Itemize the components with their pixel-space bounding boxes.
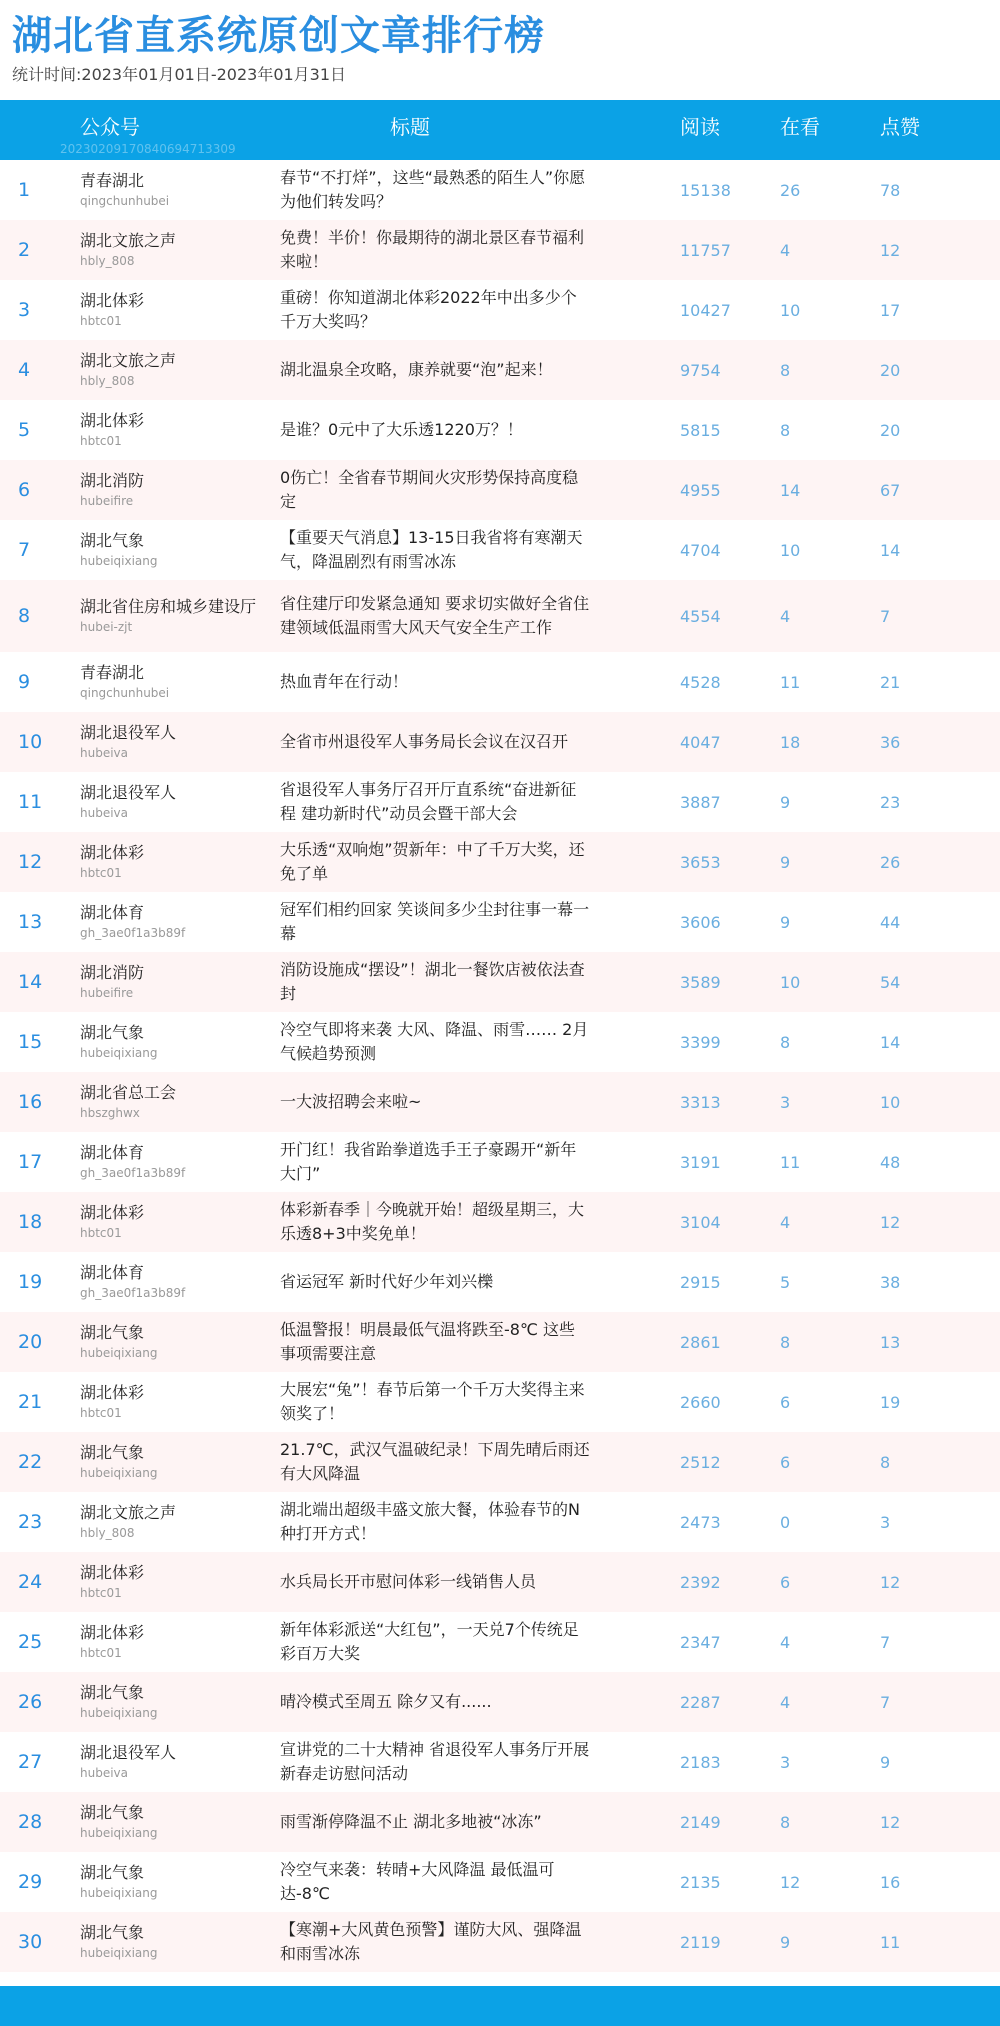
account-name: 湖北省住房和城乡建设厅 xyxy=(80,597,257,616)
account-name: 青春湖北 xyxy=(80,663,145,682)
like-count: 54 xyxy=(880,972,901,992)
account-cell xyxy=(80,1852,280,1912)
article-title: 省退役军人事务厅召开厅直系统“奋进新征程 建功新时代”动员会暨干部大会 xyxy=(280,780,577,823)
looking-count: 8 xyxy=(780,420,791,440)
like-count: 14 xyxy=(880,540,901,560)
rank-number: 27 xyxy=(18,1751,43,1773)
like-count: 38 xyxy=(880,1272,901,1292)
read-count: 2119 xyxy=(680,1932,721,1952)
ranking-table-body xyxy=(0,160,1000,1972)
account-id: hbly_808 xyxy=(80,1526,135,1540)
table-row xyxy=(0,340,1000,400)
table-row xyxy=(0,460,1000,520)
account-cell xyxy=(80,1612,280,1672)
account-name: 湖北体育 xyxy=(80,903,145,922)
article-title: 春节“不打烊”，这些“最熟悉的陌生人”你愿为他们转发吗？ xyxy=(280,168,586,211)
account-id: hbly_808 xyxy=(80,254,135,268)
account-cell xyxy=(80,1372,280,1432)
read-count: 2183 xyxy=(680,1752,721,1772)
account-cell xyxy=(80,1792,280,1852)
account-cell xyxy=(80,220,280,280)
rank-number: 5 xyxy=(18,419,31,441)
table-row xyxy=(0,580,1000,652)
page-header xyxy=(0,0,1000,100)
looking-count: 10 xyxy=(780,540,801,560)
looking-count: 6 xyxy=(780,1572,791,1592)
account-cell xyxy=(80,1132,280,1192)
account-id: hbtc01 xyxy=(80,434,122,448)
account-cell xyxy=(80,460,280,520)
rank-number: 13 xyxy=(18,911,43,933)
read-count: 4955 xyxy=(680,480,721,500)
account-id: hubei-zjt xyxy=(80,620,133,634)
like-count: 67 xyxy=(880,480,901,500)
like-count: 12 xyxy=(880,1212,901,1232)
footer-bar xyxy=(0,1986,1000,2026)
looking-count: 12 xyxy=(780,1872,801,1892)
looking-count: 4 xyxy=(780,1692,791,1712)
read-count: 9754 xyxy=(680,360,721,380)
account-cell xyxy=(80,400,280,460)
table-row xyxy=(0,280,1000,340)
rank-number: 29 xyxy=(18,1871,43,1893)
rank-number: 22 xyxy=(18,1451,43,1473)
table-row xyxy=(0,1192,1000,1252)
read-count: 4554 xyxy=(680,606,721,626)
like-count: 16 xyxy=(880,1872,901,1892)
account-name: 湖北文旅之声 xyxy=(80,1503,177,1522)
read-count: 2915 xyxy=(680,1272,721,1292)
article-title: 大乐透“双响炮”贺新年：中了千万大奖，还免了单 xyxy=(280,840,585,883)
rank-number: 28 xyxy=(18,1811,43,1833)
table-row xyxy=(0,1432,1000,1492)
account-cell xyxy=(80,892,280,952)
read-count: 2287 xyxy=(680,1692,721,1712)
table-row xyxy=(0,1492,1000,1552)
account-name: 湖北消防 xyxy=(80,963,145,982)
read-count: 2473 xyxy=(680,1512,721,1532)
article-title: 冷空气即将来袭 大风、降温、雨雪…… 2月气候趋势预测 xyxy=(280,1020,589,1063)
account-id: hubeiva xyxy=(80,806,128,820)
account-id: hubeiqixiang xyxy=(80,1886,158,1900)
like-count: 14 xyxy=(880,1032,901,1052)
account-cell xyxy=(80,1912,280,1972)
table-row xyxy=(0,832,1000,892)
account-name: 湖北体彩 xyxy=(80,411,145,430)
article-title: 体彩新春季｜今晚就开始！超级星期三，大乐透8+3中奖免单！ xyxy=(280,1200,585,1243)
looking-count: 8 xyxy=(780,360,791,380)
account-name: 湖北文旅之声 xyxy=(80,231,177,250)
account-cell xyxy=(80,952,280,1012)
read-count: 2135 xyxy=(680,1872,721,1892)
rank-number: 19 xyxy=(18,1271,43,1293)
like-count: 44 xyxy=(880,912,901,932)
looking-count: 10 xyxy=(780,300,801,320)
account-id: hubeiqixiang xyxy=(80,1706,158,1720)
table-row xyxy=(0,1792,1000,1852)
account-name: 湖北气象 xyxy=(80,1443,145,1462)
stat-period: 统计时间:2023年01月01日-2023年01月31日 xyxy=(12,65,347,84)
account-name: 湖北体育 xyxy=(80,1143,145,1162)
read-count: 3191 xyxy=(680,1152,721,1172)
table-row xyxy=(0,220,1000,280)
article-title: 冷空气来袭：转晴+大风降温 最低温可达-8℃ xyxy=(280,1860,555,1903)
like-count: 12 xyxy=(880,240,901,260)
rank-number: 12 xyxy=(18,851,43,873)
rank-number: 8 xyxy=(18,605,31,627)
article-title: 晴冷模式至周五 除夕又有...... xyxy=(280,1692,492,1711)
read-count: 3887 xyxy=(680,792,721,812)
account-cell xyxy=(80,580,280,652)
read-count: 2512 xyxy=(680,1452,721,1472)
table-row xyxy=(0,1852,1000,1912)
like-count: 21 xyxy=(880,672,901,692)
account-name: 湖北文旅之声 xyxy=(80,351,177,370)
like-count: 78 xyxy=(880,180,901,200)
read-count: 15138 xyxy=(680,180,731,200)
read-count: 10427 xyxy=(680,300,731,320)
rank-number: 14 xyxy=(18,971,43,993)
table-row xyxy=(0,1672,1000,1732)
rank-number: 30 xyxy=(18,1931,43,1953)
table-row xyxy=(0,772,1000,832)
like-count: 7 xyxy=(880,1632,891,1652)
rank-number: 20 xyxy=(18,1331,43,1353)
account-cell xyxy=(80,1072,280,1132)
table-row xyxy=(0,1252,1000,1312)
rank-number: 25 xyxy=(18,1631,43,1653)
looking-count: 11 xyxy=(780,1152,801,1172)
page-title: 湖北省直系统原创文章排行榜 xyxy=(12,13,545,59)
read-count: 4704 xyxy=(680,540,721,560)
like-count: 20 xyxy=(880,420,901,440)
table-row xyxy=(0,712,1000,772)
article-title: 【寒潮+大风黄色预警】谨防大风、强降温和雨雪冰冻 xyxy=(280,1920,582,1963)
looking-count: 10 xyxy=(780,972,801,992)
read-count: 3653 xyxy=(680,852,721,872)
account-id: hubeifire xyxy=(80,494,134,508)
looking-count: 9 xyxy=(780,1932,791,1952)
like-count: 26 xyxy=(880,852,901,872)
article-title: 雨雪渐停降温不止 湖北多地被“冰冻” xyxy=(280,1812,542,1831)
like-count: 11 xyxy=(880,1932,901,1952)
rank-number: 3 xyxy=(18,299,31,321)
account-id: hubeiqixiang xyxy=(80,1946,158,1960)
rank-number: 23 xyxy=(18,1511,43,1533)
article-title: 湖北温泉全攻略，康养就要“泡”起来！ xyxy=(280,360,553,379)
rank-number: 16 xyxy=(18,1091,43,1113)
account-cell xyxy=(80,1552,280,1612)
article-title: 21.7℃，武汉气温破纪录！下周先晴后雨还有大风降温 xyxy=(280,1440,590,1483)
account-name: 湖北退役军人 xyxy=(80,783,177,802)
table-row xyxy=(0,1552,1000,1612)
account-name: 湖北气象 xyxy=(80,1323,145,1342)
like-count: 7 xyxy=(880,1692,891,1712)
account-name: 湖北气象 xyxy=(80,531,145,550)
account-id: hbtc01 xyxy=(80,1406,122,1420)
account-id: gh_3ae0f1a3b89f xyxy=(80,1286,186,1300)
like-count: 48 xyxy=(880,1152,901,1172)
account-cell xyxy=(80,1252,280,1312)
column-header-read: 阅读 xyxy=(680,115,720,139)
read-count: 4047 xyxy=(680,732,721,752)
table-row xyxy=(0,1732,1000,1792)
account-cell xyxy=(80,1672,280,1732)
table-row xyxy=(0,1132,1000,1192)
looking-count: 4 xyxy=(780,1212,791,1232)
table-row xyxy=(0,952,1000,1012)
looking-count: 9 xyxy=(780,912,791,932)
account-cell xyxy=(80,1012,280,1072)
read-count: 3399 xyxy=(680,1032,721,1052)
table-row xyxy=(0,1012,1000,1072)
looking-count: 3 xyxy=(780,1752,791,1772)
rank-number: 26 xyxy=(18,1691,43,1713)
like-count: 13 xyxy=(880,1332,901,1352)
like-count: 8 xyxy=(880,1452,891,1472)
article-title: 低温警报！明晨最低气温将跌至-8℃ 这些事项需要注意 xyxy=(280,1320,576,1363)
account-cell xyxy=(80,160,280,220)
read-count: 11757 xyxy=(680,240,731,260)
read-count: 3104 xyxy=(680,1212,721,1232)
rank-number: 7 xyxy=(18,539,31,561)
table-row xyxy=(0,400,1000,460)
looking-count: 3 xyxy=(780,1092,791,1112)
account-name: 湖北体彩 xyxy=(80,1203,145,1222)
account-cell xyxy=(80,340,280,400)
looking-count: 4 xyxy=(780,240,791,260)
rank-number: 10 xyxy=(18,731,43,753)
table-row xyxy=(0,1612,1000,1672)
account-id: hbtc01 xyxy=(80,1226,122,1240)
account-cell xyxy=(80,1312,280,1372)
rank-number: 21 xyxy=(18,1391,43,1413)
like-count: 20 xyxy=(880,360,901,380)
looking-count: 0 xyxy=(780,1512,791,1532)
read-count: 2149 xyxy=(680,1812,721,1832)
account-cell xyxy=(80,652,280,712)
rank-number: 6 xyxy=(18,479,31,501)
read-count: 5815 xyxy=(680,420,721,440)
account-id: hubeiqixiang xyxy=(80,1346,158,1360)
account-name: 湖北体彩 xyxy=(80,1623,145,1642)
table-row xyxy=(0,652,1000,712)
like-count: 3 xyxy=(880,1512,891,1532)
account-name: 青春湖北 xyxy=(80,171,145,190)
read-count: 2660 xyxy=(680,1392,721,1412)
looking-count: 6 xyxy=(780,1392,791,1412)
article-title: 是谁？0元中了大乐透1220万？！ xyxy=(280,420,523,439)
read-count: 4528 xyxy=(680,672,721,692)
read-count: 2392 xyxy=(680,1572,721,1592)
article-title: 宣讲党的二十大精神 省退役军人事务厅开展新春走访慰问活动 xyxy=(280,1740,590,1783)
like-count: 12 xyxy=(880,1572,901,1592)
article-title: 大展宏“兔”！春节后第一个千万大奖得主来领奖了！ xyxy=(280,1380,585,1423)
read-count: 3606 xyxy=(680,912,721,932)
article-title: 水兵局长开市慰问体彩一线销售人员 xyxy=(280,1572,537,1591)
like-count: 10 xyxy=(880,1092,901,1112)
table-row xyxy=(0,520,1000,580)
account-name: 湖北退役军人 xyxy=(80,723,177,742)
account-id: hubeiqixiang xyxy=(80,1046,158,1060)
like-count: 12 xyxy=(880,1812,901,1832)
account-id: hubeiva xyxy=(80,1766,128,1780)
read-count: 2861 xyxy=(680,1332,721,1352)
looking-count: 11 xyxy=(780,672,801,692)
rank-number: 15 xyxy=(18,1031,43,1053)
account-cell xyxy=(80,832,280,892)
looking-count: 9 xyxy=(780,852,791,872)
account-name: 湖北体彩 xyxy=(80,843,145,862)
account-id: qingchunhubei xyxy=(80,686,170,700)
account-id: hubeiva xyxy=(80,746,128,760)
article-title: 开门红！我省跆拳道选手王子豪踢开“新年大门” xyxy=(280,1140,577,1183)
account-name: 湖北气象 xyxy=(80,1683,145,1702)
article-title: 全省市州退役军人事务局长会议在汉召开 xyxy=(280,732,569,751)
article-title: 省运冠军 新时代好少年刘兴櫟 xyxy=(280,1272,494,1291)
rank-number: 18 xyxy=(18,1211,43,1233)
account-name: 湖北气象 xyxy=(80,1803,145,1822)
account-id: hubeiqixiang xyxy=(80,1466,158,1480)
account-name: 湖北体彩 xyxy=(80,1563,145,1582)
like-count: 9 xyxy=(880,1752,891,1772)
rank-number: 11 xyxy=(18,791,43,813)
like-count: 23 xyxy=(880,792,901,812)
table-row xyxy=(0,1372,1000,1432)
looking-count: 6 xyxy=(780,1452,791,1472)
rank-number: 17 xyxy=(18,1151,43,1173)
table-row xyxy=(0,1312,1000,1372)
account-name: 湖北省总工会 xyxy=(80,1083,177,1102)
article-title: 热血青年在行动！ xyxy=(280,672,409,691)
article-title: 新年体彩派送“大红包”，一天兑7个传统足彩百万大奖 xyxy=(280,1620,579,1663)
article-title: 免费！半价！你最期待的湖北景区春节福利来啦！ xyxy=(280,228,585,271)
account-name: 湖北气象 xyxy=(80,1023,145,1042)
account-id: hbszghwx xyxy=(80,1106,140,1120)
account-id: hbtc01 xyxy=(80,1646,122,1660)
looking-count: 4 xyxy=(780,606,791,626)
read-count: 3589 xyxy=(680,972,721,992)
account-name: 湖北气象 xyxy=(80,1863,145,1882)
looking-count: 8 xyxy=(780,1332,791,1352)
article-title: 0伤亡！全省春节期间火灾形势保持高度稳定 xyxy=(280,468,579,511)
account-name: 湖北体育 xyxy=(80,1263,145,1282)
table-row xyxy=(0,160,1000,220)
column-header-account: 公众号 xyxy=(80,115,140,139)
read-count: 2347 xyxy=(680,1632,721,1652)
account-id: hbtc01 xyxy=(80,314,122,328)
rank-number: 2 xyxy=(18,239,31,261)
account-cell xyxy=(80,712,280,772)
column-header-title: 标题 xyxy=(390,115,430,139)
looking-count: 9 xyxy=(780,792,791,812)
rank-number: 4 xyxy=(18,359,31,381)
table-row xyxy=(0,1912,1000,1972)
account-id: hubeifire xyxy=(80,986,134,1000)
account-cell xyxy=(80,1432,280,1492)
looking-count: 26 xyxy=(780,180,801,200)
looking-count: 5 xyxy=(780,1272,791,1292)
looking-count: 18 xyxy=(780,732,801,752)
table-header xyxy=(0,100,1000,160)
account-name: 湖北退役军人 xyxy=(80,1743,177,1762)
article-title: 湖北端出超级丰盛文旅大餐，体验春节的N种打开方式！ xyxy=(280,1500,580,1543)
like-count: 19 xyxy=(880,1392,901,1412)
account-name: 湖北气象 xyxy=(80,1923,145,1942)
looking-count: 14 xyxy=(780,480,801,500)
column-header-looking: 在看 xyxy=(780,115,820,139)
id-watermark: 20230209170840694713309 xyxy=(60,142,236,156)
account-id: hbly_808 xyxy=(80,374,135,388)
account-cell xyxy=(80,520,280,580)
article-title: 【重要天气消息】13-15日我省将有寒潮天气，降温剧烈有雨雪冰冻 xyxy=(280,528,583,571)
account-id: qingchunhubei xyxy=(80,194,170,208)
account-id: hubeiqixiang xyxy=(80,1826,158,1840)
account-id: hubeiqixiang xyxy=(80,554,158,568)
account-name: 湖北消防 xyxy=(80,471,145,490)
article-title: 一大波招聘会来啦~ xyxy=(280,1092,422,1111)
account-name: 湖北体彩 xyxy=(80,291,145,310)
account-id: hbtc01 xyxy=(80,1586,122,1600)
account-cell xyxy=(80,772,280,832)
account-cell xyxy=(80,1492,280,1552)
column-header-like: 点赞 xyxy=(880,115,920,139)
rank-number: 24 xyxy=(18,1571,43,1593)
looking-count: 4 xyxy=(780,1632,791,1652)
read-count: 3313 xyxy=(680,1092,721,1112)
account-cell xyxy=(80,1732,280,1792)
account-cell xyxy=(80,1192,280,1252)
article-title: 重磅！你知道湖北体彩2022年中出多少个千万大奖吗？ xyxy=(280,288,577,331)
account-name: 湖北体彩 xyxy=(80,1383,145,1402)
table-row xyxy=(0,1072,1000,1132)
account-id: hbtc01 xyxy=(80,866,122,880)
like-count: 17 xyxy=(880,300,901,320)
like-count: 7 xyxy=(880,606,891,626)
table-row xyxy=(0,892,1000,952)
looking-count: 8 xyxy=(780,1812,791,1832)
article-title: 消防设施成“摆设”！湖北一餐饮店被依法查封 xyxy=(280,960,585,1003)
account-id: gh_3ae0f1a3b89f xyxy=(80,1166,186,1180)
looking-count: 8 xyxy=(780,1032,791,1052)
rank-number: 1 xyxy=(18,179,31,201)
article-title: 省住建厅印发紧急通知 要求切实做好全省住建领域低温雨雪大风天气安全生产工作 xyxy=(280,594,590,637)
like-count: 36 xyxy=(880,732,901,752)
article-title: 冠军们相约回家 笑谈间多少尘封往事一幕一幕 xyxy=(280,900,590,943)
account-cell xyxy=(80,280,280,340)
account-id: gh_3ae0f1a3b89f xyxy=(80,926,186,940)
rank-number: 9 xyxy=(18,671,31,693)
